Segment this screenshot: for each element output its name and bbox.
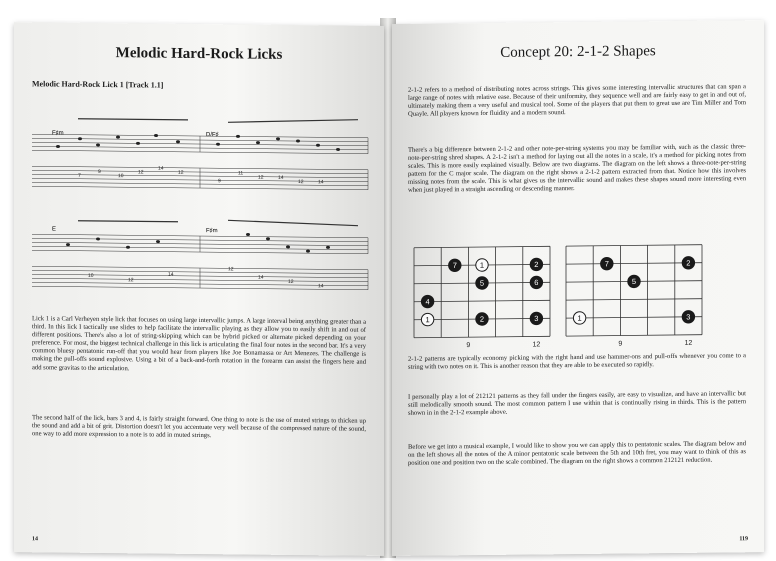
scale-dot-label: 6	[534, 278, 539, 288]
left-paragraph-2: The second half of the lick, bars 3 and 4, is fairly straight forward. One thing to note is the use of muted strings to thicken up the sound and add a bit of grit. Distortion doesn't let you accentuate very well because of the compressed nature of the sound, one way to add more expression to a note is to add in muted strings.	[32, 414, 366, 440]
scale-dot-label: 5	[479, 278, 485, 288]
chord-symbol-2: D/F♯	[206, 132, 219, 139]
chord-symbol-3: E	[52, 226, 57, 233]
svg-text:12: 12	[298, 179, 304, 186]
right-page	[392, 20, 764, 556]
fretboard-left	[414, 246, 550, 349]
right-paragraph-3: 2-1-2 patterns are typically economy picking with the right hand and use hammer-ons and pull-offs whenever you come to a string with two notes on it. This is another reason that they are able to be executed so rapidly.	[408, 352, 746, 371]
fretboard-right	[566, 245, 702, 348]
string-line	[566, 245, 702, 246]
svg-text:9: 9	[218, 178, 221, 185]
scale-dot-label: 4	[425, 297, 430, 307]
fret-number: 9	[466, 342, 471, 350]
svg-text:9: 9	[98, 168, 101, 175]
scale-dot-label: 1	[479, 260, 485, 270]
svg-text:14: 14	[278, 174, 284, 181]
scale-dot-label: 1	[425, 315, 430, 325]
scale-dot-label: 7	[604, 259, 609, 269]
string-line	[414, 300, 550, 301]
right-paragraph-4: I personally play a lot of 212121 patterns as they fall under the fingers easily, are easy to visualize, and have an intervallic but still melodically smooth sound. The most common pattern I use within that is continually rising in thirds. This is the pattern shown in in the 2-1-2 example above.	[408, 390, 746, 417]
scale-dot-label: 1	[577, 313, 582, 323]
staff-2	[32, 234, 368, 254]
svg-text:11: 11	[238, 170, 244, 177]
string-line	[566, 299, 702, 300]
left-page-number: 14	[32, 536, 38, 543]
scale-dot-label: 2	[479, 314, 485, 324]
lick-subheading: Melodic Hard-Rock Lick 1 [Track 1.1]	[32, 79, 164, 90]
string-line	[566, 263, 702, 264]
string-line	[414, 246, 550, 247]
string-line	[566, 335, 702, 336]
svg-text:12: 12	[128, 277, 134, 284]
svg-text:12: 12	[138, 169, 144, 176]
left-page	[14, 22, 384, 556]
svg-text:10: 10	[88, 272, 94, 279]
right-paragraph-1: 2-1-2 refers to a method of distributing notes across strings. This gives some interesting intervallic structures that can span a large range of notes with relative ease. Because of their uniformity, they sequence well and are fairly easy to get in and out of, ultimately making them a very useful and musical tool. Some of the players that put them to great use are Tim Miller and Tom Quayle. All players known for fluidity and a modern sound.	[408, 83, 746, 119]
scale-dot-label: 2	[686, 258, 691, 268]
fret-number: 9	[618, 340, 623, 348]
scale-dot-label: 3	[534, 314, 539, 324]
left-paragraph-1: Lick 1 is a Carl Verheyen style lick that focuses on using large intervallic jumps. A large interval being anything greater than a third. In this lick I tactically use slides to help facilitate the intervallic playing as they allow you to easily shift in and out of different positions. There's also a lot of string-skipping which can be hybrid picked or alternate picked depending on your preference. For most, the biggest technical challenge in this lick is articulating the final four notes in the second bar. It's a very common bluesy pentatonic run-off that you would hear from players like Joe Bonamassa or Art Menezes. The challenge is making the pull-offs sound explosive. Using a bit of a back-and-forth rotation in the forearm can assist the fingers here and add some gravitas to the articulation.	[32, 315, 366, 372]
svg-text:12: 12	[228, 266, 234, 273]
fret-number: 12	[684, 339, 693, 347]
svg-text:14: 14	[258, 274, 264, 281]
svg-text:7: 7	[78, 172, 81, 179]
chord-symbol-1: F♯m	[52, 130, 64, 137]
scale-dot-label: 3	[686, 312, 691, 322]
tab-numbers	[78, 165, 324, 290]
svg-text:14: 14	[158, 165, 164, 172]
string-line	[414, 336, 550, 337]
fretboard-diagrams	[406, 240, 746, 354]
svg-text:14: 14	[168, 271, 174, 278]
svg-text:12: 12	[178, 169, 184, 176]
notation-system	[28, 88, 372, 308]
right-paragraph-5: Before we get into a musical example, I would like to show you we can apply this to pentatonic scales. The diagram below and on the left shows all the notes of the A minor pentatonic scale between the 5th and 10th fret, you may want to think of this as position one and position two on the scale combined. The diagram on the right shows a common 212121 reduction.	[408, 440, 746, 467]
scale-dot-label: 2	[534, 260, 539, 270]
right-page-title: Concept 20: 2-1-2 Shapes	[500, 43, 656, 61]
right-paragraph-2: There's a big difference between 2-1-2 and other note-per-string systems you may be familiar with, such as the classic three-note-per-string shred shapes. A 2-1-2 isn't a method for laying out all the notes in a scale, it's a method for picking notes from scales. This is more easily explained visually. Below are two diagrams. The diagram on the left shows a three-note-per-string pattern for the C major scale. The diagram on the right shows a 2-1-2 pattern extracted from that. Notice how this involves missing notes from the scale. This is what gives us the intervallic sound and makes these shapes sound more interesting even when just played in a straight ascending or descending manner.	[408, 143, 746, 195]
left-page-title: Melodic Hard-Rock Licks	[115, 45, 283, 63]
svg-text:14: 14	[318, 179, 324, 186]
svg-text:10: 10	[118, 173, 124, 180]
string-line	[566, 317, 702, 318]
svg-text:14: 14	[318, 283, 324, 290]
right-page-number: 119	[739, 536, 748, 543]
tab-1	[32, 166, 368, 190]
chord-symbol-4: F♯m	[206, 228, 218, 235]
fret-number: 12	[532, 341, 541, 349]
svg-text:12: 12	[288, 278, 294, 285]
scale-dot-label: 5	[631, 276, 637, 287]
scale-dot-label: 7	[452, 260, 457, 270]
svg-text:12: 12	[258, 174, 264, 181]
